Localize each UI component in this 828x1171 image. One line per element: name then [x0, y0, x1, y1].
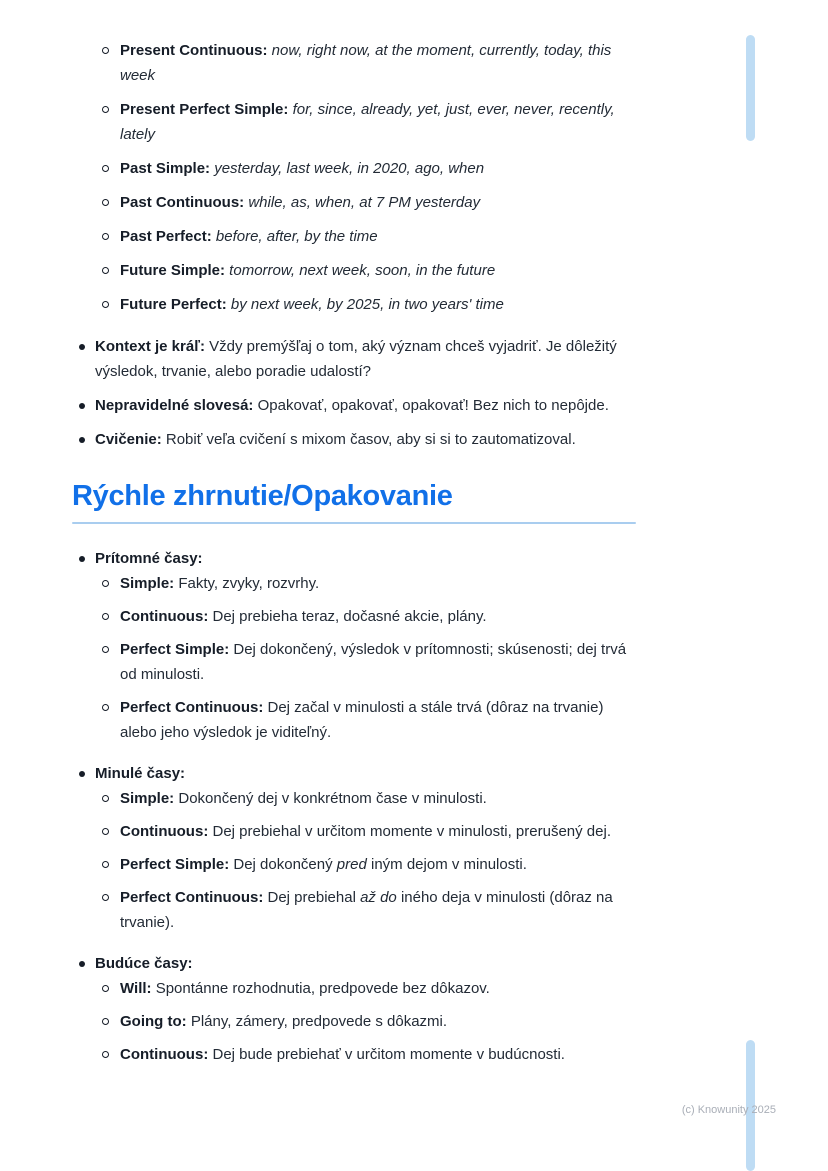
list-item — [95, 976, 636, 1001]
bullet-circle-icon — [102, 828, 109, 835]
item-text: Opakovať, opakovať, opakovať! Bez nich to nepôjde. — [253, 397, 609, 414]
watermark: (c) Knowunity 2025 — [681, 1104, 776, 1116]
list-item — [95, 637, 636, 687]
bullet-circle-icon — [102, 267, 109, 274]
item-text: až do — [360, 889, 397, 906]
list-item — [95, 885, 636, 935]
list-item — [72, 97, 636, 147]
list-item — [95, 604, 636, 629]
list-item — [72, 427, 636, 452]
bullet-circle-icon — [102, 233, 109, 240]
summary-group — [72, 951, 636, 1067]
list-item — [72, 156, 636, 181]
item-label: Minulé časy: — [95, 765, 186, 782]
item-label: Perfect Continuous: — [120, 889, 264, 906]
item-text: iného deja v minulosti (dôraz na trvanie). — [120, 889, 613, 931]
item-text: iným dejom v minulosti. — [366, 856, 527, 873]
item-text: pred — [336, 856, 367, 873]
summary-group-items — [95, 571, 636, 745]
list-item — [95, 1042, 636, 1067]
bullet-circle-icon — [102, 704, 109, 711]
bullet-circle-icon — [102, 894, 109, 901]
item-label: Simple: — [120, 790, 175, 807]
list-item — [72, 393, 636, 418]
item-label: Going to: — [120, 1013, 187, 1030]
item-text: Dej bude prebiehať v určitom momente v budúcnosti. — [208, 1046, 565, 1063]
item-text: Plány, zámery, predpovede s dôkazmi. — [186, 1013, 448, 1030]
item-text: by next week, by 2025, in two years' time — [226, 296, 504, 313]
summary-list — [72, 546, 636, 1067]
bullet-circle-icon — [102, 646, 109, 653]
list-item — [72, 334, 636, 384]
item-label: Cvičenie: — [95, 431, 162, 448]
item-text: Dej dokončený, výsledok v prítomnosti; skúsenosti; dej trvá od minulosti. — [120, 641, 627, 683]
list-item — [72, 292, 636, 317]
item-text: tomorrow, next week, soon, in the future — [225, 262, 496, 279]
item-label: Continuous: — [120, 823, 209, 840]
summary-group — [72, 761, 636, 935]
item-label: Present Perfect Simple: — [120, 101, 289, 118]
scroll-indicator-top[interactable] — [746, 35, 755, 141]
summary-group — [72, 546, 636, 745]
bullet-disc-icon — [79, 961, 85, 967]
item-text: Spontánne rozhodnutia, predpovede bez dôkazov. — [151, 980, 490, 997]
bullet-disc-icon — [79, 771, 85, 777]
item-text: while, as, when, at 7 PM yesterday — [244, 194, 481, 211]
section-heading: Rýchle zhrnutie/Opakovanie — [72, 480, 453, 512]
item-text: now, right now, at the moment, currently, today, this week — [120, 42, 612, 84]
list-item — [95, 571, 636, 596]
summary-group-items — [95, 786, 636, 935]
bullet-disc-icon — [79, 344, 85, 350]
bullet-circle-icon — [102, 1051, 109, 1058]
item-text: Dej dokončený — [229, 856, 337, 873]
item-text: before, after, by the time — [211, 228, 378, 245]
list-item — [95, 819, 636, 844]
item-text: Dej prebiehal v určitom momente v minulosti, prerušený dej. — [208, 823, 611, 840]
bullet-circle-icon — [102, 47, 109, 54]
item-label: Kontext je kráľ: — [95, 338, 205, 355]
item-text: Fakty, zvyky, rozvrhy. — [174, 575, 320, 592]
bullet-circle-icon — [102, 106, 109, 113]
bullet-disc-icon — [79, 403, 85, 409]
item-label: Past Continuous: — [120, 194, 245, 211]
bullet-circle-icon — [102, 199, 109, 206]
item-label: Nepravidelné slovesá: — [95, 397, 254, 414]
item-label: Prítomné časy: — [95, 550, 203, 567]
item-label: Budúce časy: — [95, 955, 193, 972]
item-label: Past Perfect: — [120, 228, 212, 245]
item-label: Future Simple: — [120, 262, 226, 279]
item-text: Vždy premýšľaj o tom, aký význam chceš vyjadriť. Je dôležitý výsledok, trvanie, alebo poradie udalostí? — [95, 338, 617, 380]
list-item — [72, 38, 636, 88]
bullet-circle-icon — [102, 1018, 109, 1025]
summary-group-items — [95, 976, 636, 1067]
bullet-circle-icon — [102, 985, 109, 992]
item-label: Simple: — [120, 575, 175, 592]
item-label: Continuous: — [120, 608, 209, 625]
item-label: Perfect Simple: — [120, 856, 230, 873]
list-item — [95, 695, 636, 745]
tense-signal-words-list — [72, 38, 636, 317]
item-text: yesterday, last week, in 2020, ago, when — [210, 160, 485, 177]
item-label: Future Perfect: — [120, 296, 227, 313]
item-text: Dej prebieha teraz, dočasné akcie, plány. — [208, 608, 487, 625]
tips-list — [72, 334, 636, 452]
item-label: Present Continuous: — [120, 42, 268, 59]
item-label: Will: — [120, 980, 152, 997]
item-label: Perfect Continuous: — [120, 699, 264, 716]
list-item — [72, 258, 636, 283]
bullet-circle-icon — [102, 613, 109, 620]
bullet-circle-icon — [102, 861, 109, 868]
bullet-circle-icon — [102, 301, 109, 308]
list-item — [95, 1009, 636, 1034]
bullet-circle-icon — [102, 165, 109, 172]
item-text: Dej začal v minulosti a stále trvá (dôraz na trvanie) alebo jeho výsledok je viditeľný. — [120, 699, 604, 741]
item-label: Perfect Simple: — [120, 641, 230, 658]
list-item — [95, 786, 636, 811]
bullet-disc-icon — [79, 437, 85, 443]
bullet-disc-icon — [79, 556, 85, 562]
item-text: for, since, already, yet, just, ever, never, recently, lately — [120, 101, 615, 143]
item-text: Dej prebiehal — [263, 889, 361, 906]
bullet-circle-icon — [102, 580, 109, 587]
heading-underline-rule — [72, 522, 636, 524]
list-item — [72, 190, 636, 215]
bullet-circle-icon — [102, 795, 109, 802]
item-label: Past Simple: — [120, 160, 211, 177]
item-label: Continuous: — [120, 1046, 209, 1063]
list-item — [95, 852, 636, 877]
list-item — [72, 224, 636, 249]
item-text: Dokončený dej v konkrétnom čase v minulosti. — [174, 790, 487, 807]
item-text: Robiť veľa cvičení s mixom časov, aby si si to zautomatizoval. — [161, 431, 576, 448]
content-column — [72, 38, 636, 1067]
